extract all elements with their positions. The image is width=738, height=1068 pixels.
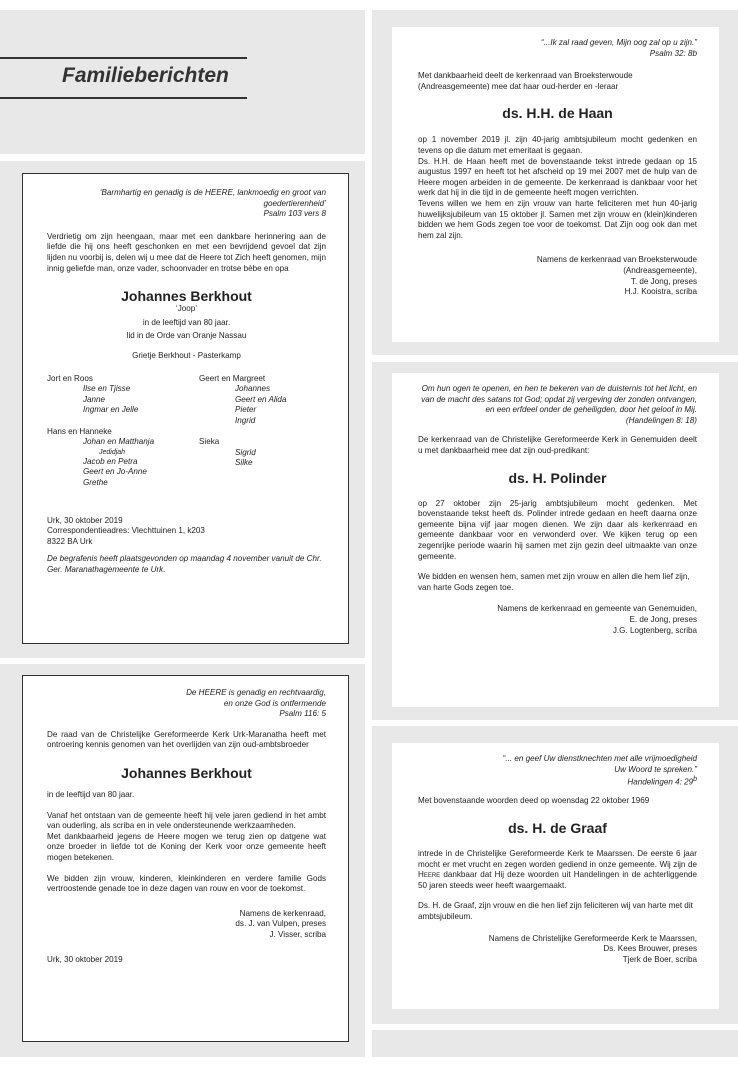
age-text: in de leeftijd van 80 jaar. xyxy=(142,317,231,327)
body-paragraph-1: op 1 november 2019 jl. zijn 40-jarig ambtsjubileum mocht gedenken en tevens op die datum met emeritaat is gegaan. xyxy=(418,135,697,155)
body-paragraph-1: intrede in de Christelijke Gereformeerde Kerk te Maarssen. De eerste 6 jaar mocht er met vrucht en zegen worden gediend in onze gemeente. Wij zijn de Heere dankbaar dat Hij deze woorden uit Handelingen in de achterliggende 50 jaren steeds weer heeft waargemaakt. xyxy=(418,849,697,890)
family-member: Ingmar en Jelle xyxy=(83,405,139,415)
body-paragraph-1: op 27 oktober zijn 25-jarig ambtsjubileum mocht gedenken. Met bovenstaande tekst heeft ds. Polinder intrede gedaan en heeft daarna onze gemeente bijna vijf jaar mogen dienen. We zijn daar als kerkenraad en gemeente dankbaar voor en verwonderd over. We kijken terug op een zegenrijke periode waarin hij samen met zijn gezin deel uitmaakte van onze gemeente. xyxy=(418,498,697,561)
family-member: Geert en Jo-Anne xyxy=(83,467,147,477)
nickname: ‘Joop’ xyxy=(175,304,198,314)
signature-line-1: Namens de kerkenraad van Broeksterwoude xyxy=(536,255,697,265)
quote-line-1: De HEERE is genadig en rechtvaardig, xyxy=(186,688,326,697)
family-member xyxy=(47,416,197,427)
quote-reference: Psalm 116: 5 xyxy=(279,709,326,719)
right-panel-4 xyxy=(372,1030,738,1057)
quote-line-2: Uw Woord te spreken.” xyxy=(614,764,697,774)
family-member: Geert en Margreet xyxy=(199,373,266,383)
body-paragraph-3: We bidden zijn vrouw, kinderen, kleinkinderen en verdere familie Gods vertroostende genade toe in deze dagen van rouw en voor de toekomst. xyxy=(47,873,326,894)
body-paragraph-1: Vanaf het ontstaan van de gemeente heeft hij vele jaren gediend in het ambt van ouderling, als scriba en in vele ondersteunende werkzaamheden. xyxy=(47,810,326,831)
order-text: lid in de Orde van Oranje Nassau xyxy=(126,331,247,341)
signature-line-1: Namens de kerkenraad, xyxy=(239,908,326,918)
quote-line: ‘Barmhartig en genadig is de HEERE, lankmoedig en groot van goedertierenheid’ xyxy=(99,188,326,208)
minister-name: ds. H.H. de Haan xyxy=(502,105,613,122)
deceased-name: Johannes Berkhout xyxy=(121,288,252,305)
intro-text: Met bovenstaande woorden deed op woensdag 22 oktober 1969 xyxy=(418,796,650,806)
family-member: Jacob en Petra xyxy=(83,456,138,466)
quote-reference: Psalm 32: 8b xyxy=(649,48,697,58)
family-member: Ilse en Tjisse xyxy=(83,384,131,394)
body-paragraph-3: Tevens willen we hem en zijn vrouw van harte feliciteren met hun 40-jarig huwelijksjubileum van 15 oktober jl. Samen met zijn vrouw en (klein)kinderen bidden we hem Gods zegen toe voor de toekomst. Dat Zijn oog ook dan met hem zal zijn. xyxy=(418,198,697,240)
signature-line-2: (Andreasgemeente), xyxy=(623,265,697,275)
signature-line-3: Tjerk de Boer, scriba xyxy=(622,954,697,964)
body-paragraph-2: Met dankbaarheid jegens de Heere mogen we terug zien op datgene wat onze broeder in liefde tot de Koning der Kerk voor onze gemeente heeft mogen betekenen. xyxy=(47,831,326,862)
family-member: Sigrid xyxy=(235,447,256,457)
signature-line-2: E. de Jong, preses xyxy=(629,614,697,624)
family-member: Janne xyxy=(83,394,106,404)
jubilee-notice-de-graaf xyxy=(392,743,719,1009)
family-member: Jedidjah xyxy=(99,448,126,456)
quote-line-1: “... en geef Uw dienstknechten met alle vrijmoedigheid xyxy=(502,754,697,763)
death-notice-family xyxy=(22,173,349,644)
intro-text: De raad van de Christelijke Gereformeerde Kerk Urk-Maranatha heeft met ontroering kennis genomen van het overlijden van zijn oud-ambtsbroeder xyxy=(47,729,326,750)
family-list-right xyxy=(199,374,329,469)
signature-line-1: Namens de kerkenraad en gemeente van Genemuiden, xyxy=(497,604,697,614)
signature-line-2: ds. J. van Vulpen, preses xyxy=(235,919,326,929)
signature-line-1: Namens de Christelijke Gereformeerde Kerk te Maarssen, xyxy=(488,933,697,943)
family-member: Ingrid xyxy=(235,415,256,425)
family-member: Hans en Hanneke xyxy=(47,426,112,436)
spouse-name: Grietje Berkhout - Pasterkamp xyxy=(132,350,241,360)
header-rule-bottom xyxy=(0,97,247,99)
death-notice-church xyxy=(22,675,349,1042)
intro-text: Verdrietig om zijn heengaan, maar met een dankbare herinnering aan de liefde die hij ons heeft geschonken en met een bevrijdend gevoel dat zijn lijden nu voorbij is, delen wij u mee dat de Heere tot Zich heeft genomen, mijn innig geliefde man, onze vader, schoonvader en trotse bèbe en opa xyxy=(47,231,326,273)
age-text: in de leeftijd van 80 jaar. xyxy=(47,789,135,799)
quote-line-2: en onze God is ontfermende xyxy=(223,698,326,708)
body-paragraph-2: Ds. H. de Graaf, zijn vrouw en die hen lief zijn feliciteren wij van harte met dit ambtsjubileum. xyxy=(418,901,693,922)
address-line-2: 8322 BA Urk xyxy=(47,536,93,546)
place-date: Urk, 30 oktober 2019 xyxy=(47,954,123,964)
place-date: Urk, 30 oktober 2019 xyxy=(47,515,123,525)
deceased-name: Johannes Berkhout xyxy=(121,764,252,781)
quote-reference: Psalm 103 vers 8 xyxy=(263,209,326,219)
family-member: Johan en Matthanja xyxy=(83,437,155,447)
jubilee-notice-de-haan xyxy=(392,27,719,342)
family-list-left xyxy=(47,374,197,489)
signature-line-3: T. de Jong, preses xyxy=(630,276,697,286)
body-paragraph-2: We bidden en wensen hem, samen met zijn vrouw en allen die hem lief zijn, van harte Gods zegen toe. xyxy=(418,572,690,592)
intro-text: Met dankbaarheid deelt de kerkenraad van Broeksterwoude (Andreasgemeente) mee dat haar oud-herder en -leraar xyxy=(418,71,633,91)
header-rule-top xyxy=(0,57,247,59)
quote-reference: Handelingen 4: 29$^b$ xyxy=(627,776,697,787)
quote-reference: (Handelingen 8: 18) xyxy=(625,415,697,425)
address-line-1: Correspondentieadres: Vlechttuinen 1, k203 xyxy=(47,526,205,536)
minister-name: ds. H. de Graaf xyxy=(508,820,607,837)
signature-line-2: Ds. Kees Brouwer, preses xyxy=(603,944,697,954)
family-member: Pieter xyxy=(235,405,257,415)
page-title: Familieberichten xyxy=(62,64,229,87)
quote-line: “...Ik zal raad geven, Mijn oog zal op u zijn.” xyxy=(540,38,697,47)
family-member: Geert en Alida xyxy=(235,394,287,404)
funeral-notice: De begrafenis heeft plaatsgevonden op maandag 4 november vanuit de Chr. Ger. Maranathagemeente te Urk. xyxy=(47,554,322,574)
jubilee-notice-polinder xyxy=(392,373,719,707)
family-list xyxy=(47,374,326,510)
signature-line-3: J.G. Logtenberg, scriba xyxy=(612,625,697,635)
intro-text: De kerkenraad van de Christelijke Gereformeerde Kerk in Genemuiden deelt u met dankbaarheid mee dat zijn oud-predikant: xyxy=(418,435,697,455)
family-member: Jort en Roos xyxy=(47,373,93,383)
family-member: Silke xyxy=(235,458,253,468)
family-member: Johannes xyxy=(235,384,271,394)
body-paragraph-2: Ds. H.H. de Haan heeft met de bovenstaande tekst intrede gedaan op 15 augustus 1997 en heeft tot het afscheid op 19 mei 2007 met de hulp van de Heere mogen arbeiden in de gemeente. De kerkenraad is dankbaar voor het werk dat hij in die tijd in de gemeente heeft mogen verrichten. xyxy=(418,156,697,198)
family-member: Sieka xyxy=(199,437,220,447)
minister-name: ds. H. Polinder xyxy=(508,469,607,486)
signature-line-3: J. Visser, scriba xyxy=(269,929,326,939)
family-member: Grethe xyxy=(83,477,108,487)
signature-line-4: H.J. Kooistra, scriba xyxy=(624,287,697,297)
family-member xyxy=(199,427,329,438)
quote-text: Om hun ogen te openen, en hen te bekeren van de duisternis tot het licht, en van de macht des satans tot God; opdat zij vergeving der zonden ontvangen, en een erfdeel onder de geheiligden, door het geloof in Mij. xyxy=(421,384,697,415)
